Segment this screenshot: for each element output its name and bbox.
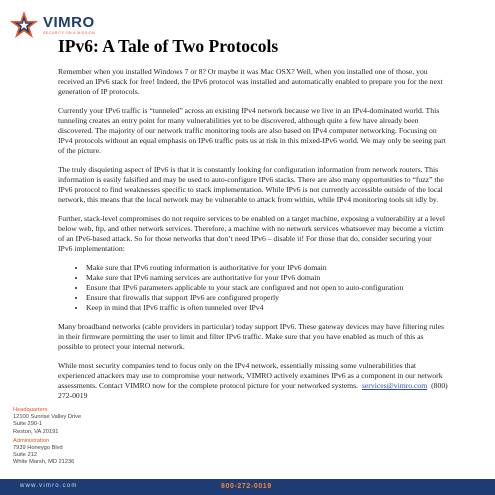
list-item: • Ensure that firewalls that support IPv6 are configured properly (86, 293, 448, 303)
footer-website-link[interactable]: www.vimro.com (20, 483, 78, 489)
document-title: IPv6: A Tale of Two Protocols (58, 36, 279, 56)
paragraph-broadband: Many broadband networks (cable providers in particular) today support IPv6. These gateway devices may have filtering rules in their firmware permitting the user to limit and filter IPv6 traffic. Make sure that you have enabled as much of this as possible to protect your internal network. (58, 321, 445, 352)
administration-address (13, 438, 81, 467)
address-block (13, 407, 81, 469)
document-body (58, 67, 448, 410)
list-item: • Make sure that IPv6 naming services are authoritative for your IPv6 domain (86, 273, 448, 283)
recommendation-list (58, 263, 448, 313)
hq-heading: Headquarters (13, 407, 48, 413)
hq-line2: Suite 290-1 (13, 421, 43, 428)
hq-line3: Reston, VA 20191 (13, 428, 59, 435)
list-item: • Ensure that IPv6 parameters applicable to your stack are configured and not open to auto-configuration (86, 283, 448, 293)
closing-text: While most security companies tend to focus only on the IPv4 network, essentially missing some vulnerabilities that experienced attackers may use to compromise your network, VIMRO actively examines IPv6 as a component in our network assessments. Contact VIMRO now for the complete protocol picture for your networked systems. (58, 360, 443, 390)
admin-heading: Administration (13, 437, 50, 444)
paragraph-closing (58, 361, 448, 401)
paragraph-stack-compromise: Further, stack-level compromises do not require services to be enabled on a target machine, exposing a vulnerability at a level below web, ftp, and other network services. Therefore, a machine with no network services whatsoever may become a victim of an IPv6-based attack. So for those networks that don’t need IPv6 – disable it! For those that do, consider securing your IPv6 implementation: (58, 213, 445, 254)
admin-line2: Suite 212 (13, 452, 38, 459)
headquarters-address (13, 407, 81, 436)
email-link[interactable]: services@vimro.com (361, 381, 428, 390)
brand-name: VIMRO (43, 13, 95, 31)
paragraph-intro: Remember when you installed Windows 7 or 8? Or maybe it was Mac OSX? Well, when you installed one of those, you received an IPv6 stack for free! Indeed, the IPv6 protocol was installed and automatically enabled to prepare you for the next generation of IP protocols. (58, 67, 443, 97)
list-item: • Keep in mind that IPv6 traffic is often tunneled over IPv4 (86, 303, 448, 313)
admin-line3: White Marsh, MD 21236 (13, 459, 75, 466)
vimro-star-logo-icon (9, 10, 39, 40)
closing-phone: (800) 272-0019 (58, 381, 448, 401)
footer-phone: 800-272-0019 (221, 482, 272, 490)
brand-tagline: SECURITY ON A MISSION (43, 30, 96, 35)
hq-line1: 12100 Sunrise Valley Drive (13, 414, 82, 421)
admin-line1: 7939 Honeygo Blvd (13, 445, 63, 452)
paragraph-configuration: The truly disquieting aspect of IPv6 is that it is constantly looking for configuration information from network routers. This information is easily falsified and may be used to auto-configure IPv6 stacks. There are also many opportunities to “fuzz” the IPv6 protocol to find weaknesses specific to stack implementation. While IPv6 is not currently accessible outside of the local network, this means that the local network may be vulnerable to attack from within, while IPv4 monitoring tools sit idly by. (58, 164, 444, 205)
footer-bar (0, 479, 495, 495)
paragraph-tunneling: Currently your IPv6 traffic is “tunneled” across an existing IPv4 network because we live in an IPv4-dominated world. This tunneling creates an entry point for many vulnerabilities yet to be discovered, although quite a few have already been discovered. The majority of our network traffic monitoring tools are also based on IPv4 computer networking. Focusing on IPv4 protocols without an equal emphasis on IPv6 traffic puts us at risk in this mixed-IPv6 world. We may only be seeing part of the picture. (58, 105, 446, 156)
list-item: • Make sure that IPv6 routing information is authoritative for your IPv6 domain (86, 263, 448, 273)
